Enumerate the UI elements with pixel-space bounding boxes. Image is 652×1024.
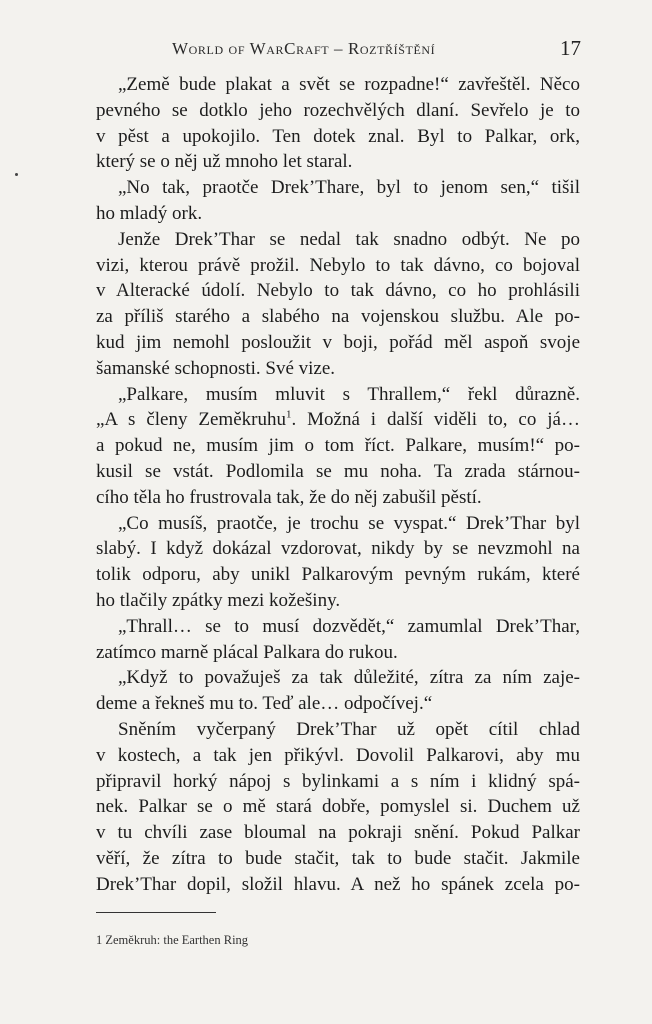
- text-line-content: kud jim nemohl posloužit v boji, pořád měl aspoň svoje: [96, 331, 580, 353]
- text-line-content: který se o něj už mnoho let staral.: [96, 151, 353, 173]
- text-line: [96, 201, 580, 227]
- text-line-content: „Co musíš, praotče, je trochu se vyspat.“ Drek’Thar byl: [118, 512, 580, 534]
- text-line: [96, 278, 580, 304]
- footnote-reference: 1: [285, 409, 292, 422]
- text-line: [96, 433, 580, 459]
- text-line: [96, 330, 580, 356]
- text-line: [96, 72, 580, 98]
- text-line: [96, 665, 580, 691]
- text-line: [96, 769, 580, 795]
- text-line-content: „No tak, praotče Drek’Thare, byl to jenom sen,“ tišil: [118, 177, 580, 199]
- text-line-content: „Země bude plakat a svět se rozpadne!“ zavřeštěl. Něco: [118, 74, 580, 95]
- text-line-content: šamanské schopnosti. Své vize.: [96, 357, 336, 379]
- text-line: [96, 872, 580, 898]
- text-line: [96, 511, 580, 537]
- text-line: [96, 743, 580, 769]
- text-line: [96, 149, 580, 175]
- text-line: [96, 175, 580, 201]
- text-line: [96, 485, 580, 511]
- text-line-content: deme a řekneš mu to. Teď ale… odpočívej.“: [96, 693, 433, 715]
- text-line: [96, 640, 580, 666]
- text-line-content: Jenže Drek’Thar se nedal tak snadno odbýt. Ne po: [118, 228, 580, 250]
- text-line: [96, 820, 580, 846]
- text-line-content: „A s členy Zeměkruhu: [96, 409, 286, 431]
- text-line-content: cího těla ho frustrovala tak, že do něj zabušil pěstí.: [96, 486, 482, 508]
- text-line-content: ho tlačily zpátky mezi kožešiny.: [96, 589, 341, 611]
- text-line-content: za příliš starého a slabého na vojenskou službu. Ale po-: [96, 306, 580, 328]
- text-line: [96, 614, 580, 640]
- text-line-content: nek. Palkar se o mě stará dobře, pomyslel si. Duchem už: [96, 796, 580, 818]
- text-line-content: ho mladý ork.: [96, 202, 203, 224]
- text-line: [96, 253, 580, 279]
- text-line-content: „Thrall… se to musí dozvědět,“ zamumlal Drek’Thar,: [118, 615, 580, 637]
- text-line: [96, 459, 580, 485]
- text-line: [96, 794, 580, 820]
- text-line: [96, 382, 580, 408]
- footnote: 1 Zeměkruh: the Earthen Ring: [96, 933, 249, 947]
- text-line-content: pevného se dotklo jeho rozechvělých dlaní. Sevřelo je to: [96, 99, 580, 121]
- text-line-content: slabý. I když dokázal vzdorovat, nikdy by se nevzmohl na: [96, 538, 580, 560]
- text-line: [96, 562, 580, 588]
- text-line-content: kusil se vstát. Podlomila se mu noha. Ta zrada stárnou-: [96, 460, 580, 482]
- text-line-content: v Alteracké údolí. Nebylo to tak dávno, co ho prohlásili: [96, 280, 580, 302]
- text-line: [96, 717, 580, 743]
- text-line: [96, 304, 580, 330]
- text-line-continuation: . Možná i další viděli to, co já…: [291, 409, 580, 431]
- stray-ink-mark: [15, 173, 18, 176]
- text-line: [96, 846, 580, 872]
- text-line: [96, 124, 580, 150]
- text-line: [96, 588, 580, 614]
- text-line-content: zatímco marně plácal Palkara do rukou.: [96, 641, 398, 663]
- text-line-content: připravil horký nápoj s bylinkami a s ním i klidný spá-: [96, 770, 580, 792]
- text-line-content: v tu chvíli zase bloumal na pokraji snění. Pokud Palkar: [96, 822, 580, 844]
- text-line-content: „Palkare, musím mluvit s Thrallem,“ řekl důrazně.: [118, 383, 580, 405]
- text-line: [96, 691, 580, 717]
- text-line-content: vizi, kterou právě prožil. Nebylo to tak dávno, co bojoval: [96, 254, 580, 276]
- text-line-content: Drek’Thar dopil, složil hlavu. A než ho spánek zcela po-: [96, 873, 580, 895]
- text-line-content: v kostech, a tak jen přikývl. Dovolil Palkarovi, aby mu: [96, 744, 580, 766]
- text-line-content: „Když to považuješ za tak důležité, zítra za ním zaje-: [118, 667, 580, 689]
- text-line-content: tolik odporu, aby unikl Palkarovým pevným rukám, které: [96, 564, 580, 586]
- footnote-divider: [96, 912, 216, 913]
- text-line-content: věří, že zítra to bude stačit, tak to bude stačit. Jakmile: [96, 847, 580, 869]
- text-line: [96, 536, 580, 562]
- text-line-content: v pěst a upokojilo. Ten dotek znal. Byl to Palkar, ork,: [96, 125, 580, 147]
- text-line: [96, 227, 580, 253]
- text-line-content: a pokud ne, musím jim o tom říct. Palkare, musím!“ po-: [96, 435, 580, 457]
- page-number: 17: [560, 36, 581, 60]
- text-line: [96, 98, 580, 124]
- text-line: [96, 407, 580, 433]
- text-line-content: Sněním vyčerpaný Drek’Thar už opět cítil chlad: [118, 718, 580, 740]
- text-line: [96, 356, 580, 382]
- running-title: World of WarCraft – Roztříštění: [172, 39, 436, 58]
- body-text: [96, 72, 580, 898]
